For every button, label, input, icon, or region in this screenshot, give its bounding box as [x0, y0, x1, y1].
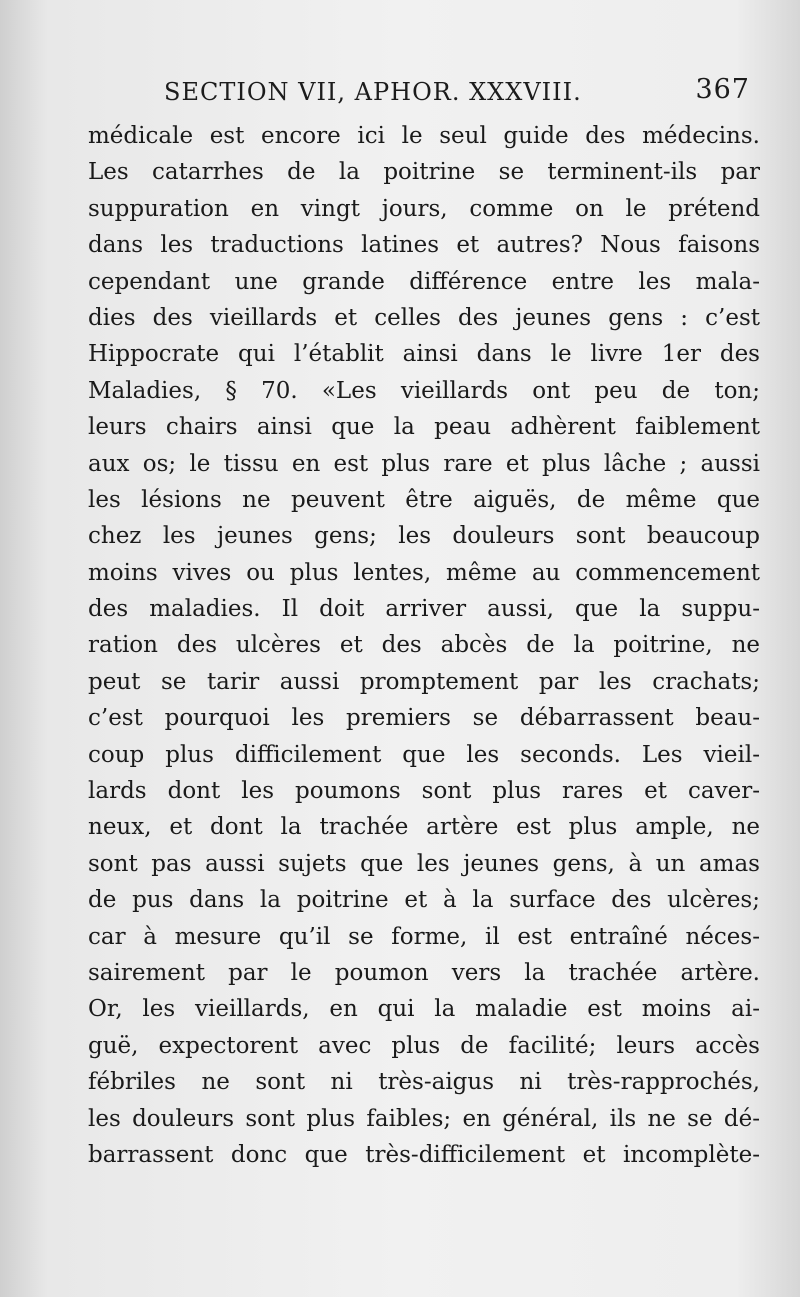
text-line: chez les jeunes gens; les douleurs sont beaucoup [88, 523, 760, 550]
text-line: guë, expectorent avec plus de facilité; leurs accès [88, 1032, 760, 1059]
text-line: Or, les vieillards, en qui la maladie est moins ai- [88, 996, 760, 1023]
text-line: les lésions ne peuvent être aiguës, de même que [88, 486, 760, 513]
body-text [88, 118, 760, 1173]
text-line: sont pas aussi sujets que les jeunes gens, à un amas [88, 850, 760, 877]
text-line: aux os; le tissu en est plus rare et plus lâche ; aussi [88, 450, 760, 477]
text-line: peut se tarir aussi promptement par les crachats; [88, 668, 760, 695]
text-line: car à mesure qu’il se forme, il est entraîné néces- [88, 923, 760, 950]
text-line: de pus dans la poitrine et à la surface des ulcères; [88, 887, 760, 914]
text-line: suppuration en vingt jours, comme on le prétend [88, 195, 760, 222]
text-line: dans les traductions latines et autres? Nous faisons [88, 232, 760, 259]
text-line: leurs chairs ainsi que la peau adhèrent faiblement [88, 414, 760, 441]
text-line: Les catarrhes de la poitrine se terminent-ils par [88, 159, 760, 186]
text-line: Hippocrate qui l’établit ainsi dans le livre 1er des [88, 341, 760, 368]
text-line: dies des vieillards et celles des jeunes gens : c’est [88, 304, 760, 331]
running-title: SECTION VII, APHOR. XXXVIII. [164, 78, 582, 106]
text-line: sairement par le poumon vers la trachée artère. [88, 959, 760, 986]
text-line: Maladies, § 70. «Les vieillards ont peu de ton; [88, 377, 760, 404]
text-line: moins vives ou plus lentes, même au commencement [88, 559, 760, 586]
text-line: lards dont les poumons sont plus rares et caver- [88, 778, 760, 805]
text-line: barrassent donc que très-difficilement et incomplète- [88, 1141, 760, 1168]
text-line: les douleurs sont plus faibles; en général, ils ne se dé- [88, 1105, 760, 1132]
text-line: neux, et dont la trachée artère est plus ample, ne [88, 814, 760, 841]
text-line: ration des ulcères et des abcès de la poitrine, ne [88, 632, 760, 659]
text-line: coup plus difficilement que les seconds. Les vieil- [88, 741, 760, 768]
page-number: 367 [695, 74, 750, 105]
text-line: c’est pourquoi les premiers se débarrassent beau- [88, 705, 760, 732]
page-header [150, 74, 750, 114]
text-line: des maladies. Il doit arriver aussi, que la suppu- [88, 596, 760, 623]
text-line: cependant une grande différence entre les mala- [88, 268, 760, 295]
text-line: fébriles ne sont ni très-aigus ni très-rapprochés, [88, 1069, 760, 1096]
text-line: médicale est encore ici le seul guide des médecins. [88, 123, 760, 149]
